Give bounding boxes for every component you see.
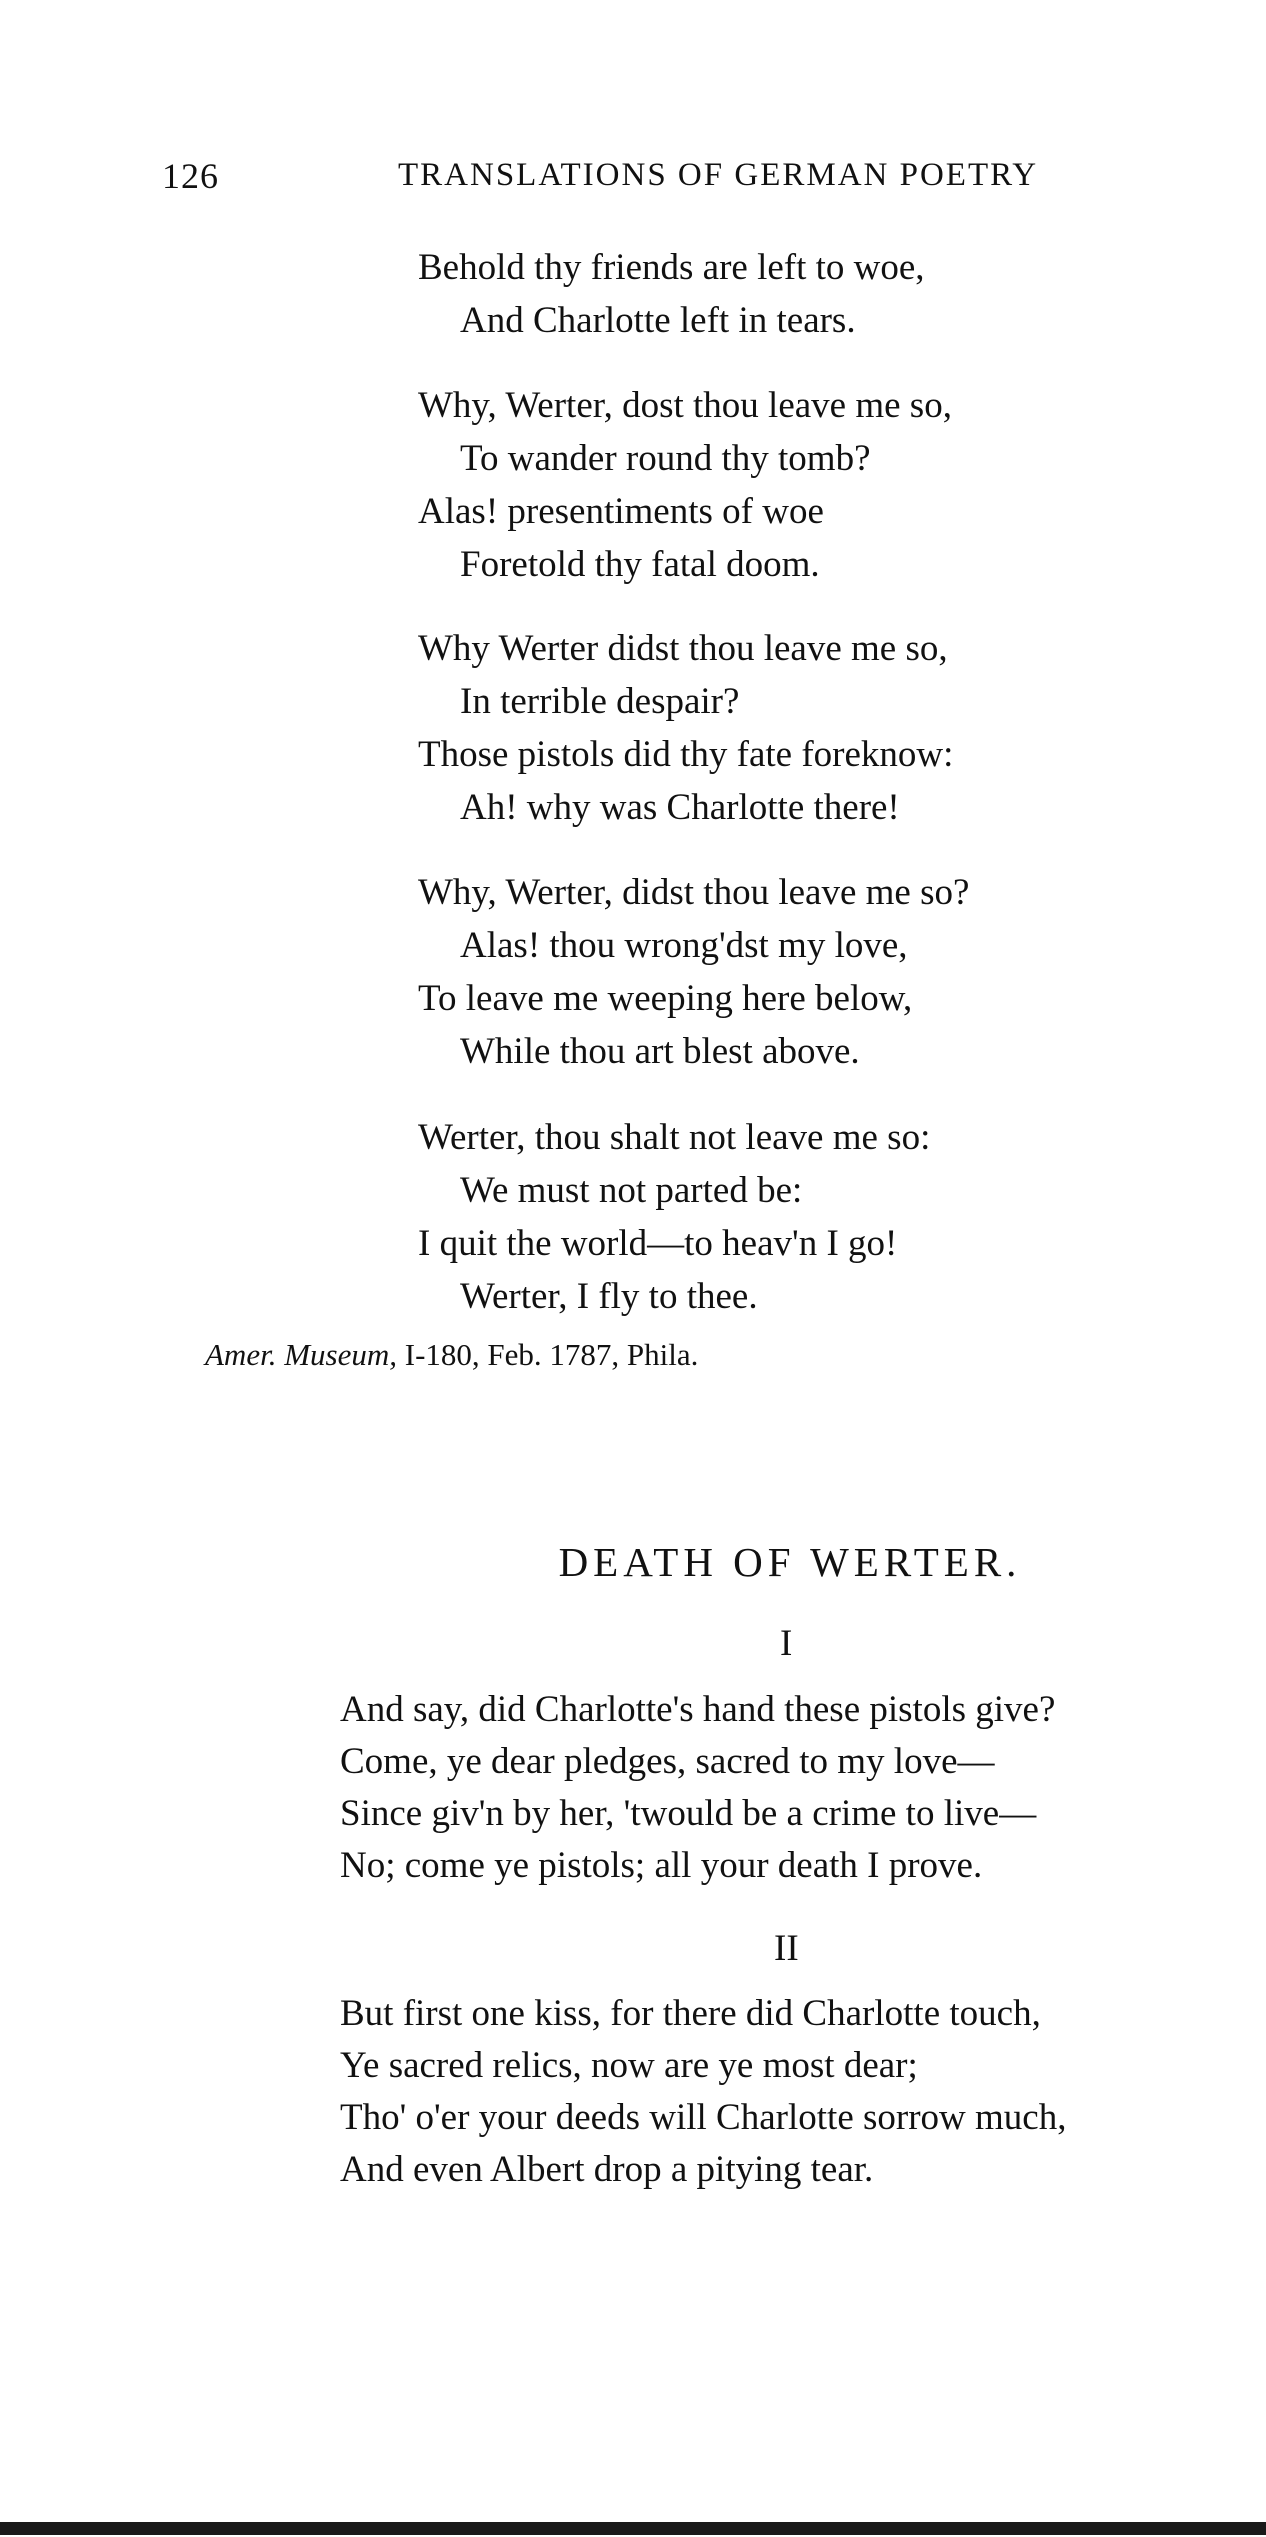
verse-line: Alas! thou wrong'dst my love, xyxy=(460,925,908,966)
verse-line: While thou art blest above. xyxy=(460,1031,860,1072)
verse-line: Ah! why was Charlotte there! xyxy=(460,787,900,828)
source-details: I-180, Feb. 1787, Phila. xyxy=(397,1337,699,1372)
running-head: TRANSLATIONS OF GERMAN POETRY xyxy=(398,157,1039,193)
verse-line: Come, ye dear pledges, sacred to my love— xyxy=(340,1741,995,1782)
verse-line: Those pistols did thy fate foreknow: xyxy=(418,734,954,775)
verse-line: Tho' o'er your deeds will Charlotte sorrow much, xyxy=(340,2097,1067,2138)
verse-line: Alas! presentiments of woe xyxy=(418,491,824,532)
verse-line: Why, Werter, dost thou leave me so, xyxy=(418,385,952,426)
stanza-3 xyxy=(418,622,953,834)
verse-line: We must not parted be: xyxy=(460,1170,803,1211)
stanza-5 xyxy=(418,1111,930,1323)
verse-line: Foretold thy fatal doom. xyxy=(460,544,820,585)
verse-line: Why, Werter, didst thou leave me so? xyxy=(418,872,970,913)
bottom-rule xyxy=(0,2522,1266,2535)
verse-line: And Charlotte left in tears. xyxy=(460,300,856,341)
verse-line: And even Albert drop a pitying tear. xyxy=(340,2149,874,2190)
verse-line: To wander round thy tomb? xyxy=(460,438,871,479)
verse-part-2 xyxy=(340,1988,1066,2196)
stanza-2 xyxy=(418,379,952,591)
verse-line: To leave me weeping here below, xyxy=(418,978,913,1019)
verse-line: And say, did Charlotte's hand these pistols give? xyxy=(340,1689,1056,1730)
verse-line: Werter, I fly to thee. xyxy=(460,1276,758,1317)
verse-line: Ye sacred relics, now are ye most dear; xyxy=(340,2045,918,2086)
page-number: 126 xyxy=(162,156,219,196)
verse-line: I quit the world—to heav'n I go! xyxy=(418,1223,898,1264)
verse-line: But first one kiss, for there did Charlotte touch, xyxy=(340,1993,1041,2034)
verse-part-1 xyxy=(340,1684,1055,1892)
part-numeral: I xyxy=(780,1623,793,1664)
source-journal: Amer. Museum, xyxy=(205,1337,397,1372)
verse-line: Behold thy friends are left to woe, xyxy=(418,247,925,288)
verse-line: No; come ye pistols; all your death I prove. xyxy=(340,1845,983,1886)
source-citation xyxy=(205,1337,698,1373)
verse-line: In terrible despair? xyxy=(460,681,740,722)
verse-line: Werter, thou shalt not leave me so: xyxy=(418,1117,931,1158)
part-numeral: II xyxy=(774,1928,799,1969)
stanza-4 xyxy=(418,866,969,1078)
stanza-1 xyxy=(418,241,925,347)
verse-line: Since giv'n by her, 'twould be a crime to live— xyxy=(340,1793,1037,1834)
verse-line: Why Werter didst thou leave me so, xyxy=(418,628,948,669)
poem-title: DEATH OF WERTER. xyxy=(558,1539,1022,1585)
